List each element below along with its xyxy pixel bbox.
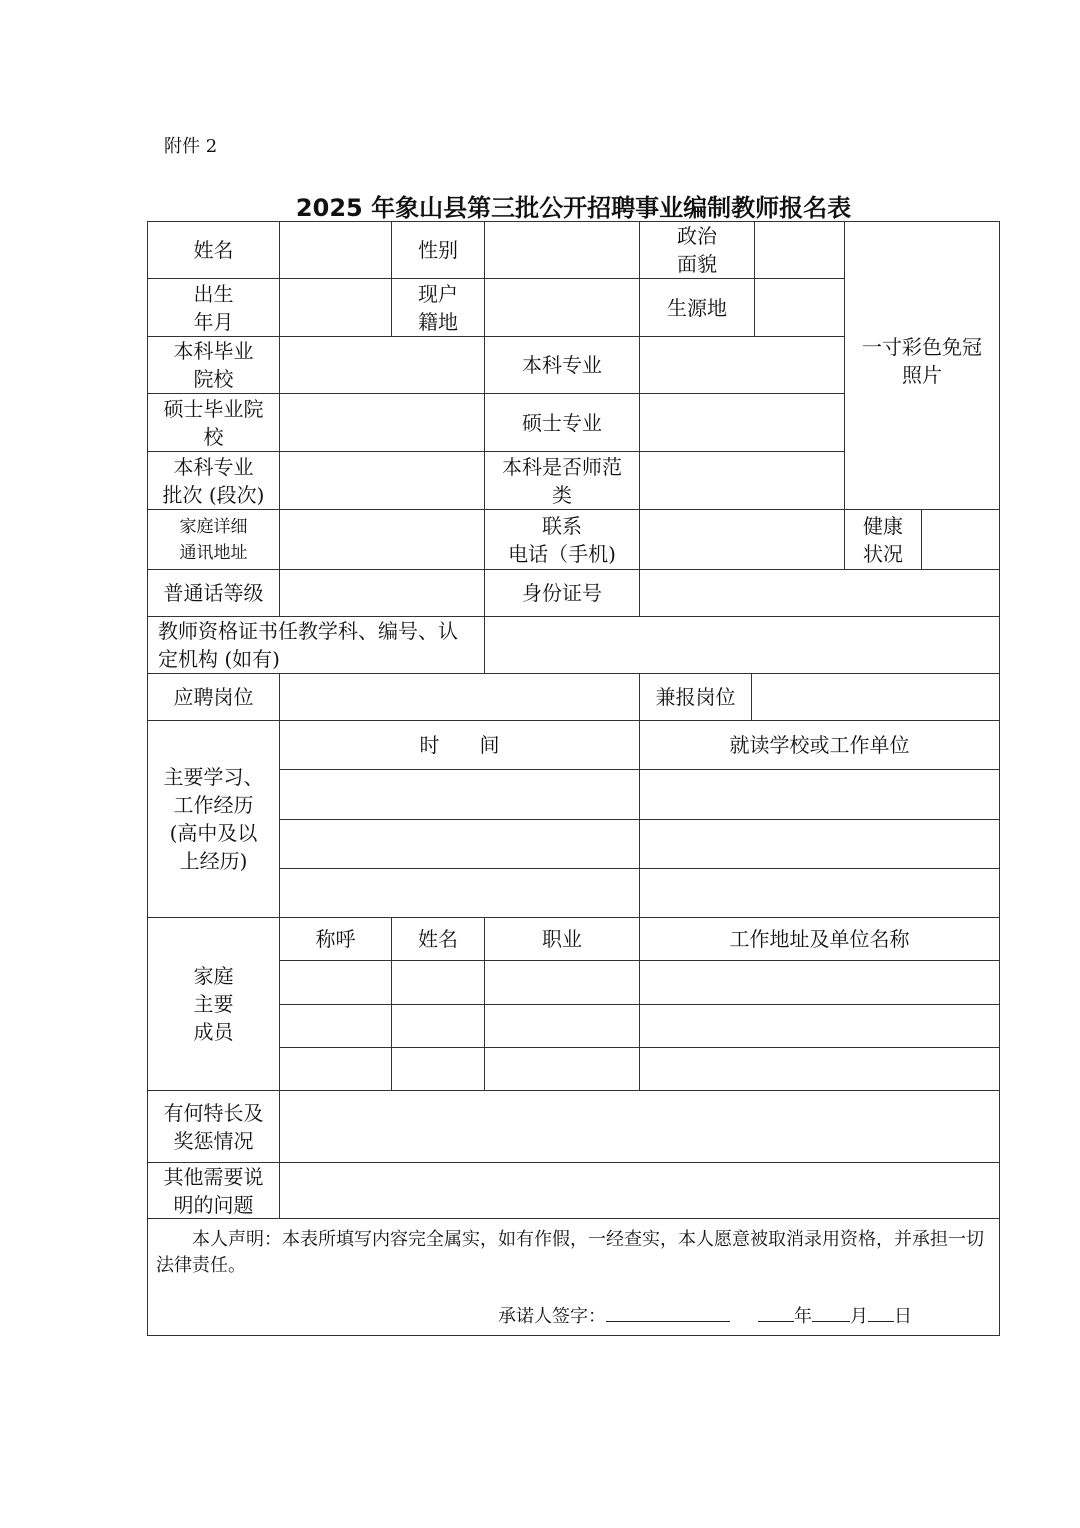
label-ms-school: 硕士毕业院 校 (147, 393, 280, 452)
year-field[interactable] (758, 1303, 794, 1322)
history-time-field[interactable] (279, 769, 640, 820)
signature-label: 承诺人签字： (498, 1306, 606, 1327)
label-address: 家庭详细 通讯地址 (147, 509, 280, 570)
skills-field[interactable] (279, 1090, 1000, 1163)
day-field[interactable] (868, 1303, 894, 1322)
history-time-field[interactable] (279, 819, 640, 869)
year-label: 年 (794, 1306, 812, 1327)
other-field[interactable] (279, 1162, 1000, 1219)
ms-major-field[interactable] (639, 393, 845, 452)
photo-box[interactable]: 一寸彩色免冠 照片 (844, 221, 1000, 510)
political-field[interactable] (754, 221, 845, 279)
origin-field[interactable] (754, 278, 845, 337)
signature-field[interactable] (606, 1303, 730, 1322)
health-field[interactable] (921, 509, 1000, 570)
label-normal: 本科是否师范 类 (484, 451, 640, 510)
label-ug-batch: 本科专业 批次 (段次) (147, 451, 280, 510)
family-relation-field[interactable] (279, 1004, 392, 1048)
family-work-field[interactable] (639, 960, 1000, 1005)
phone-field[interactable] (639, 509, 845, 570)
label-contact: 联系 电话（手机) (484, 509, 640, 570)
label-origin: 生源地 (639, 278, 755, 337)
month-label: 月 (850, 1306, 868, 1327)
label-ms-major: 硕士专业 (484, 393, 640, 452)
family-job-field[interactable] (484, 1004, 640, 1048)
family-header-work: 工作地址及单位名称 (639, 917, 1000, 961)
signature-line (498, 1302, 912, 1328)
label-health: 健康 状况 (844, 509, 922, 570)
history-time-field[interactable] (279, 868, 640, 918)
family-work-field[interactable] (639, 1004, 1000, 1048)
ms-school-field[interactable] (279, 393, 485, 452)
name-field[interactable] (279, 221, 392, 279)
day-label: 日 (894, 1306, 912, 1327)
birth-field[interactable] (279, 278, 392, 337)
label-ug-major: 本科专业 (484, 336, 640, 394)
family-relation-field[interactable] (279, 1047, 392, 1091)
label-other: 其他需要说 明的问题 (147, 1162, 280, 1219)
family-header-relation: 称呼 (279, 917, 392, 961)
mandarin-field[interactable] (279, 569, 485, 617)
ug-major-field[interactable] (639, 336, 845, 394)
apply-post-field[interactable] (279, 673, 640, 721)
label-id-number: 身份证号 (484, 569, 640, 617)
address-field[interactable] (279, 509, 485, 570)
label-ug-school: 本科毕业 院校 (147, 336, 280, 394)
label-family: 家庭 主要 成员 (147, 917, 280, 1091)
declaration-text: 本人声明：本表所填写内容完全属实，如有作假，一经查实，本人愿意被取消录用资格，并承担一切法律责任。 (156, 1229, 984, 1276)
history-unit-field[interactable] (639, 769, 1000, 820)
label-history: 主要学习、 工作经历 (高中及以 上经历) (147, 720, 280, 918)
family-work-field[interactable] (639, 1047, 1000, 1091)
normal-field[interactable] (639, 451, 845, 510)
family-header-name: 姓名 (391, 917, 485, 961)
family-job-field[interactable] (484, 1047, 640, 1091)
label-also-post: 兼报岗位 (639, 673, 752, 721)
history-unit-field[interactable] (639, 868, 1000, 918)
history-header-time: 时 间 (279, 720, 640, 770)
family-job-field[interactable] (484, 960, 640, 1005)
label-gender: 性别 (391, 221, 485, 279)
history-unit-field[interactable] (639, 819, 1000, 869)
label-birth: 出生 年月 (147, 278, 280, 337)
id-number-field[interactable] (639, 569, 1000, 617)
family-header-job: 职业 (484, 917, 640, 961)
also-post-field[interactable] (751, 673, 1000, 721)
ug-batch-field[interactable] (279, 451, 485, 510)
family-name-field[interactable] (391, 1004, 485, 1048)
month-field[interactable] (812, 1303, 850, 1322)
label-teacher-cert: 教师资格证书任教学科、编号、认 定机构 (如有) (147, 616, 485, 674)
history-header-unit: 就读学校或工作单位 (639, 720, 1000, 770)
label-name: 姓名 (147, 221, 280, 279)
label-hukou: 现户 籍地 (391, 278, 485, 337)
family-name-field[interactable] (391, 1047, 485, 1091)
label-skills: 有何特长及 奖惩情况 (147, 1090, 280, 1163)
gender-field[interactable] (484, 221, 640, 279)
ug-school-field[interactable] (279, 336, 485, 394)
form-title: 2025 年象山县第三批公开招聘事业编制教师报名表 (295, 194, 852, 222)
attachment-label: 附件 2 (164, 136, 218, 157)
label-apply-post: 应聘岗位 (147, 673, 280, 721)
label-mandarin: 普通话等级 (147, 569, 280, 617)
hukou-field[interactable] (484, 278, 640, 337)
family-relation-field[interactable] (279, 960, 392, 1005)
label-political: 政治 面貌 (639, 221, 755, 279)
teacher-cert-field[interactable] (484, 616, 1000, 674)
family-name-field[interactable] (391, 960, 485, 1005)
